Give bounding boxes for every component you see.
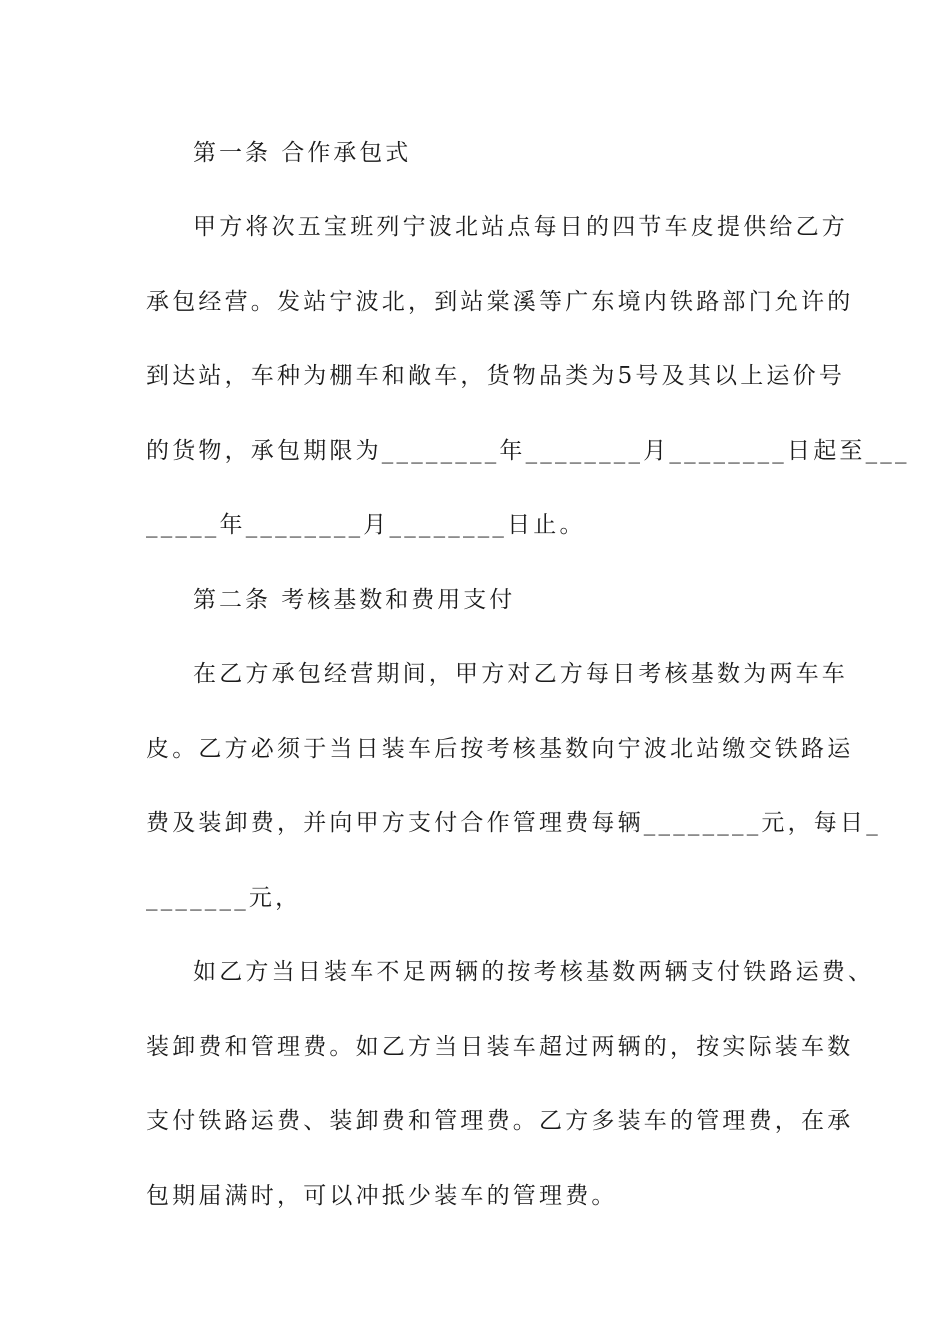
article-2-para2-line-1: 如乙方当日装车不足两辆的按考核基数两辆支付铁路运费、	[193, 959, 875, 985]
article-1-para-line-5: _____年________月________日止。	[146, 512, 586, 538]
article-2-para-line-3: 费及装卸费，并向甲方支付合作管理费每辆________元，每日_	[146, 810, 881, 836]
article-2-para-line-4: _______元，	[146, 885, 302, 911]
article-2-para-line-2: 皮。乙方必须于当日装车后按考核基数向宁波北站缴交铁路运	[146, 736, 854, 762]
article-2-heading: 第二条 考核基数和费用支付	[193, 587, 516, 613]
article-2-para-line-1: 在乙方承包经营期间，甲方对乙方每日考核基数为两车车	[193, 661, 848, 687]
article-1-heading: 第一条 合作承包式	[193, 140, 412, 166]
article-1-para-line-2: 承包经营。发站宁波北，到站棠溪等广东境内铁路部门允许的	[146, 289, 854, 315]
article-2-para2-line-4: 包期届满时，可以冲抵少装车的管理费。	[146, 1183, 618, 1209]
article-2-para2-line-2: 装卸费和管理费。如乙方当日装车超过两辆的，按实际装车数	[146, 1034, 854, 1060]
article-2-para2-line-3: 支付铁路运费、装卸费和管理费。乙方多装车的管理费，在承	[146, 1108, 854, 1134]
article-1-para-line-3: 到达站，车种为棚车和敞车，货物品类为5号及其以上运价号	[146, 363, 846, 389]
article-1-para-line-1: 甲方将次五宝班列宁波北站点每日的四节车皮提供给乙方	[193, 214, 848, 240]
article-1-para-line-4: 的货物，承包期限为________年________月________日起至___	[146, 438, 910, 464]
